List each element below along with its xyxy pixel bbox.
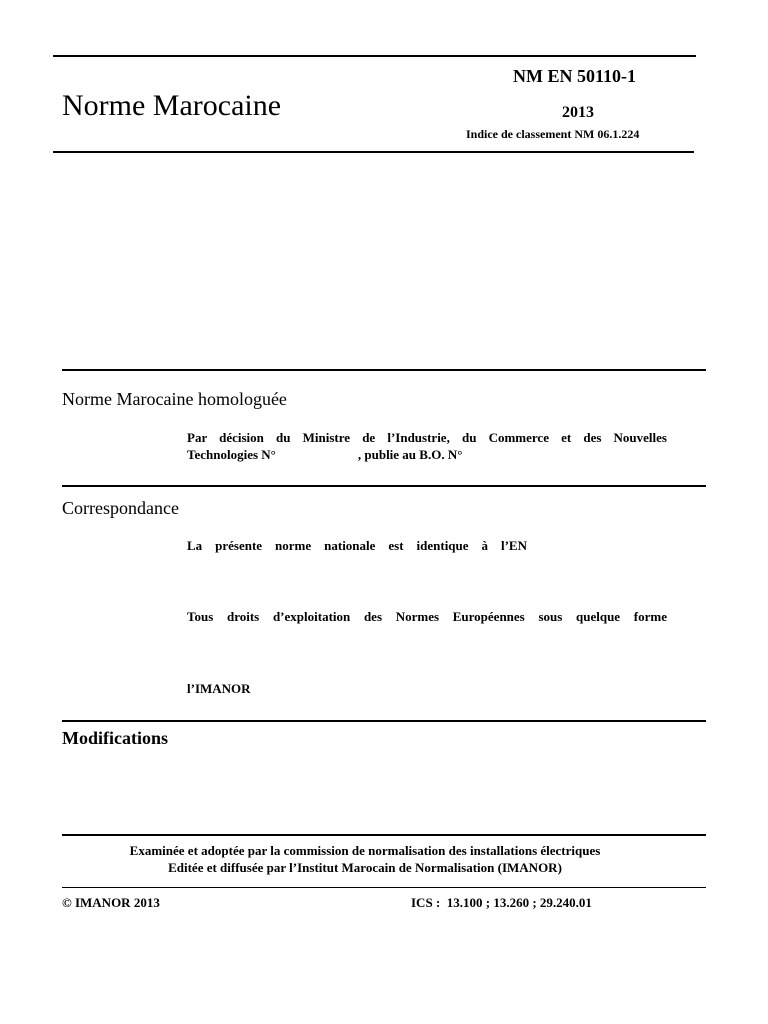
technologies-number-label: Technologies N°	[187, 447, 276, 462]
footer-top-rule	[62, 834, 706, 836]
ics-codes: ICS : 13.100 ; 13.260 ; 29.240.01	[411, 895, 592, 910]
modifications-top-rule	[62, 720, 706, 722]
publication-year: 2013	[562, 104, 594, 121]
correspondance-identity-text: La présente norme nationale est identique à l’EN	[187, 538, 527, 553]
copyright-notice: © IMANOR 2013	[62, 895, 160, 910]
footer-publisher-line: Editée et diffusée par l’Institut Marocain de Normalisation (IMANOR)	[168, 860, 562, 875]
homologation-top-rule	[62, 369, 706, 371]
correspondance-top-rule	[62, 485, 706, 487]
footer-bottom-rule	[62, 887, 706, 888]
header-bottom-rule	[53, 151, 694, 153]
homologation-decision-line1: Par décision du Ministre de l’Industrie, du Commerce et des Nouvelles	[187, 430, 667, 445]
correspondance-imanor-text: l’IMANOR	[187, 681, 251, 696]
correspondance-rights-text: Tous droits d’exploitation des Normes Européennes sous quelque forme	[187, 609, 667, 624]
footer-commission-line: Examinée et adoptée par la commission de normalisation des installations électriques	[129, 843, 601, 858]
correspondance-heading: Correspondance	[62, 498, 179, 518]
homologation-decision-line2	[187, 446, 667, 463]
classification-index: Indice de classement NM 06.1.224	[466, 127, 640, 141]
bulletin-officiel-label: , publie au B.O. N°	[357, 447, 463, 462]
header-top-rule	[53, 55, 696, 57]
standard-number: NM EN 50110-1	[513, 66, 636, 86]
modifications-heading: Modifications	[62, 728, 168, 748]
document-title: Norme Marocaine	[62, 89, 282, 122]
homologation-heading: Norme Marocaine homologuée	[62, 389, 287, 409]
